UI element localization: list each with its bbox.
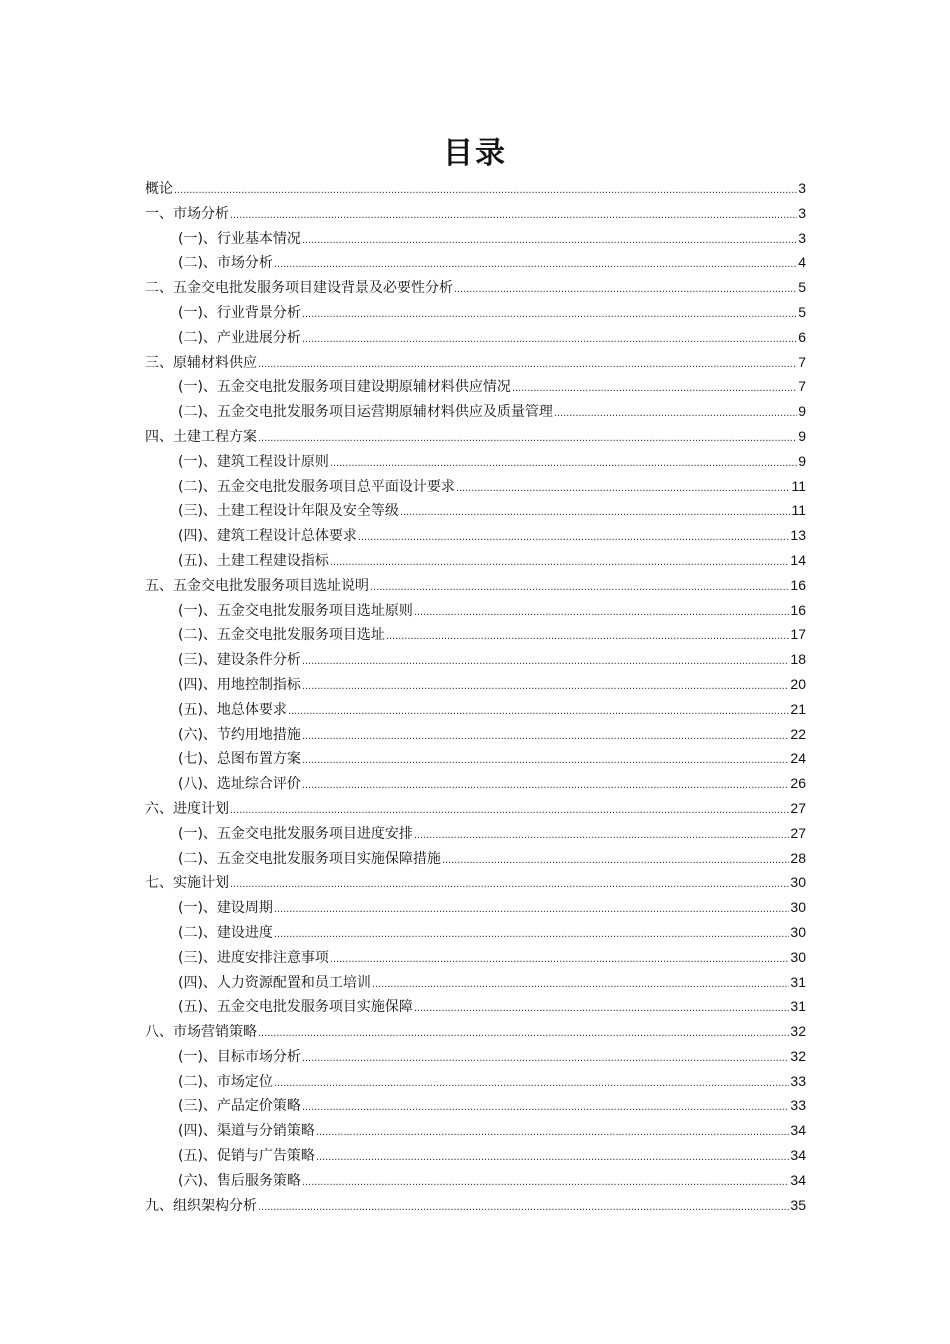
dot-leader xyxy=(358,525,789,550)
toc-subentry[interactable] xyxy=(145,994,806,1019)
toc-entry-label: (一)、建筑工程设计原则 xyxy=(178,453,329,470)
dot-leader xyxy=(302,302,797,327)
toc-entry-label: 五、五金交电批发服务项目选址说明 xyxy=(145,577,369,594)
toc-subentry[interactable] xyxy=(145,598,806,623)
dot-leader xyxy=(302,773,789,798)
toc-page-number: 32 xyxy=(790,1023,806,1040)
dot-leader xyxy=(302,674,789,699)
toc-entry[interactable] xyxy=(145,350,806,375)
toc-page-number: 20 xyxy=(790,675,806,692)
toc-subentry[interactable] xyxy=(145,548,806,573)
dot-leader xyxy=(330,550,789,575)
toc-page-number: 30 xyxy=(790,899,806,916)
dot-leader xyxy=(414,600,789,625)
toc-entry-label: (五)、五金交电批发服务项目实施保障 xyxy=(178,999,413,1016)
toc-entry-label: (六)、节约用地措施 xyxy=(178,726,301,743)
toc-entry-label: (二)、市场分析 xyxy=(178,255,273,272)
toc-subentry[interactable] xyxy=(145,846,806,871)
toc-page-number: 17 xyxy=(790,626,806,643)
toc-subentry[interactable] xyxy=(145,771,806,796)
toc-subentry[interactable] xyxy=(145,697,806,722)
toc-subentry[interactable] xyxy=(145,821,806,846)
dot-leader xyxy=(274,922,789,947)
table-of-contents xyxy=(145,176,806,1217)
toc-subentry[interactable] xyxy=(145,622,806,647)
toc-page-number: 9 xyxy=(798,452,806,469)
toc-entry-label: (八)、选址综合评价 xyxy=(178,776,301,793)
toc-page-number: 30 xyxy=(790,874,806,891)
dot-leader xyxy=(274,897,789,922)
toc-page-number: 34 xyxy=(790,1122,806,1139)
dot-leader xyxy=(258,352,797,377)
dot-leader xyxy=(456,476,791,501)
toc-subentry[interactable] xyxy=(145,1168,806,1193)
dot-leader xyxy=(258,1021,789,1046)
toc-entry-label: (一)、建设周期 xyxy=(178,900,273,917)
toc-entry-label: (六)、售后服务策略 xyxy=(178,1172,301,1189)
toc-subentry[interactable] xyxy=(145,647,806,672)
toc-entry-label: (二)、五金交电批发服务项目总平面设计要求 xyxy=(178,478,455,495)
toc-page-number: 24 xyxy=(790,750,806,767)
toc-page-number: 33 xyxy=(790,1097,806,1114)
toc-entry[interactable] xyxy=(145,870,806,895)
toc-entry-label: (一)、行业基本情况 xyxy=(178,230,301,247)
toc-entry-label: (一)、目标市场分析 xyxy=(178,1048,301,1065)
dot-leader xyxy=(174,178,797,203)
toc-entry-label: (二)、五金交电批发服务项目选址 xyxy=(178,627,385,644)
toc-page-number: 5 xyxy=(798,303,806,320)
dot-leader xyxy=(302,228,797,253)
toc-entry-label: 六、进度计划 xyxy=(145,800,229,817)
toc-entry-label: (四)、建筑工程设计总体要求 xyxy=(178,528,357,545)
toc-subentry[interactable] xyxy=(145,399,806,424)
toc-page-number: 18 xyxy=(790,651,806,668)
toc-entry-label: 一、市场分析 xyxy=(145,205,229,222)
toc-page-number: 21 xyxy=(790,700,806,717)
toc-page-number: 3 xyxy=(798,229,806,246)
toc-entry-label: (二)、五金交电批发服务项目运营期原辅材料供应及质量管理 xyxy=(178,404,553,421)
toc-entry-label: (三)、土建工程设计年限及安全等级 xyxy=(178,503,399,520)
toc-page-number: 31 xyxy=(790,998,806,1015)
toc-subentry[interactable] xyxy=(145,523,806,548)
toc-subentry[interactable] xyxy=(145,250,806,275)
dot-leader xyxy=(258,1195,789,1220)
toc-entry[interactable] xyxy=(145,275,806,300)
toc-page-number: 34 xyxy=(790,1147,806,1164)
toc-subentry[interactable] xyxy=(145,895,806,920)
dot-leader xyxy=(554,401,797,426)
toc-subentry[interactable] xyxy=(145,498,806,523)
dot-leader xyxy=(302,748,789,773)
toc-entry-label: (一)、五金交电批发服务项目进度安排 xyxy=(178,825,413,842)
toc-page-number: 4 xyxy=(798,254,806,271)
dot-leader xyxy=(274,1071,789,1096)
toc-entry-label: 七、实施计划 xyxy=(145,875,229,892)
toc-entry[interactable] xyxy=(145,424,806,449)
toc-entry-label: (二)、建设进度 xyxy=(178,924,273,941)
toc-subentry[interactable] xyxy=(145,920,806,945)
toc-subentry[interactable] xyxy=(145,226,806,251)
toc-subentry[interactable] xyxy=(145,300,806,325)
dot-leader xyxy=(386,624,789,649)
toc-subentry[interactable] xyxy=(145,672,806,697)
toc-entry-label: (五)、土建工程建设指标 xyxy=(178,552,329,569)
toc-page-number: 16 xyxy=(790,601,806,618)
toc-entry-label: (二)、产业进展分析 xyxy=(178,329,301,346)
toc-page-number: 3 xyxy=(798,180,806,196)
toc-entry-label: (一)、五金交电批发服务项目选址原则 xyxy=(178,602,413,619)
toc-subentry[interactable] xyxy=(145,1044,806,1069)
toc-entry-label: (四)、渠道与分销策略 xyxy=(178,1123,315,1140)
toc-entry[interactable] xyxy=(145,1019,806,1044)
toc-page-number: 32 xyxy=(790,1047,806,1064)
toc-page-number: 26 xyxy=(790,775,806,792)
dot-leader xyxy=(370,575,789,600)
toc-entry-label: (五)、地总体要求 xyxy=(178,701,287,718)
toc-page-number: 27 xyxy=(790,799,806,816)
toc-entry-label: (四)、用地控制指标 xyxy=(178,676,301,693)
toc-page-number: 33 xyxy=(790,1072,806,1089)
dot-leader xyxy=(302,1046,789,1071)
dot-leader xyxy=(230,872,789,897)
toc-page-number: 30 xyxy=(790,923,806,940)
dot-leader xyxy=(230,798,789,823)
toc-subentry[interactable] xyxy=(145,1143,806,1168)
dot-leader xyxy=(302,1170,789,1195)
toc-entry[interactable] xyxy=(145,796,806,821)
dot-leader xyxy=(454,277,797,302)
dot-leader xyxy=(372,972,789,997)
dot-leader xyxy=(258,426,797,451)
toc-page-number: 31 xyxy=(790,973,806,990)
toc-subentry[interactable] xyxy=(145,722,806,747)
toc-page-number: 11 xyxy=(791,502,806,519)
toc-page-number: 5 xyxy=(798,279,806,296)
toc-page-number: 6 xyxy=(798,328,806,345)
dot-leader xyxy=(442,848,789,873)
toc-entry-label: (三)、进度安排注意事项 xyxy=(178,949,329,966)
dot-leader xyxy=(400,500,791,525)
toc-title: 目录 xyxy=(443,136,507,171)
toc-subentry[interactable] xyxy=(145,746,806,771)
toc-entry[interactable] xyxy=(145,573,806,598)
dot-leader xyxy=(512,376,797,401)
toc-entry-label: 四、土建工程方案 xyxy=(145,428,257,445)
dot-leader xyxy=(316,1145,789,1170)
dot-leader xyxy=(288,699,789,724)
toc-page-number: 30 xyxy=(790,948,806,965)
toc-page-number: 14 xyxy=(790,551,806,568)
toc-page-number: 3 xyxy=(798,204,806,221)
toc-subentry[interactable] xyxy=(145,474,806,499)
toc-subentry[interactable] xyxy=(145,325,806,350)
toc-entry-label: (五)、促销与广告策略 xyxy=(178,1148,315,1165)
toc-entry-label: (七)、总图布置方案 xyxy=(178,751,301,768)
toc-page-number: 28 xyxy=(790,849,806,866)
toc-entry[interactable] xyxy=(145,201,806,226)
toc-entry-label: (二)、市场定位 xyxy=(178,1073,273,1090)
toc-entry-label: (三)、产品定价策略 xyxy=(178,1098,301,1115)
dot-leader xyxy=(414,823,789,848)
toc-subentry[interactable] xyxy=(145,945,806,970)
toc-page-number: 7 xyxy=(798,378,806,395)
dot-leader xyxy=(302,724,789,749)
toc-subentry[interactable] xyxy=(145,374,806,399)
toc-entry-label: (三)、建设条件分析 xyxy=(178,652,301,669)
toc-entry[interactable] xyxy=(145,176,806,201)
toc-page-number: 34 xyxy=(790,1171,806,1188)
toc-subentry[interactable] xyxy=(145,1069,806,1094)
toc-subentry[interactable] xyxy=(145,1093,806,1118)
dot-leader xyxy=(274,252,797,277)
dot-leader xyxy=(230,203,797,228)
toc-entry-label: 三、原辅材料供应 xyxy=(145,354,257,371)
toc-entry-label: (一)、五金交电批发服务项目建设期原辅材料供应情况 xyxy=(178,379,511,396)
toc-page-number: 9 xyxy=(798,427,806,444)
toc-page-number: 11 xyxy=(791,477,806,494)
toc-entry-label: 九、组织架构分析 xyxy=(145,1197,257,1214)
toc-entry-label: 八、市场营销策略 xyxy=(145,1024,257,1041)
toc-subentry[interactable] xyxy=(145,970,806,995)
dot-leader xyxy=(302,327,797,352)
toc-page-number: 16 xyxy=(790,576,806,593)
toc-entry-label: (四)、人力资源配置和员工培训 xyxy=(178,974,371,991)
dot-leader xyxy=(414,996,789,1021)
toc-subentry[interactable] xyxy=(145,1118,806,1143)
dot-leader xyxy=(316,1120,789,1145)
toc-subentry[interactable] xyxy=(145,449,806,474)
toc-entry-label: (二)、五金交电批发服务项目实施保障措施 xyxy=(178,850,441,867)
toc-entry-label: 二、五金交电批发服务项目建设背景及必要性分析 xyxy=(145,280,453,297)
dot-leader xyxy=(302,1095,789,1120)
dot-leader xyxy=(330,947,789,972)
toc-page-number: 27 xyxy=(790,824,806,841)
toc-entry-label: (一)、行业背景分析 xyxy=(178,304,301,321)
toc-entry[interactable] xyxy=(145,1193,806,1218)
dot-leader xyxy=(302,649,789,674)
toc-page-number: 7 xyxy=(798,353,806,370)
toc-entry-label: 概论 xyxy=(145,181,173,197)
toc-page-number: 13 xyxy=(790,527,806,544)
dot-leader xyxy=(330,451,797,476)
toc-page-number: 9 xyxy=(798,403,806,420)
toc-page-number: 35 xyxy=(790,1196,806,1213)
toc-page-number: 22 xyxy=(790,725,806,742)
